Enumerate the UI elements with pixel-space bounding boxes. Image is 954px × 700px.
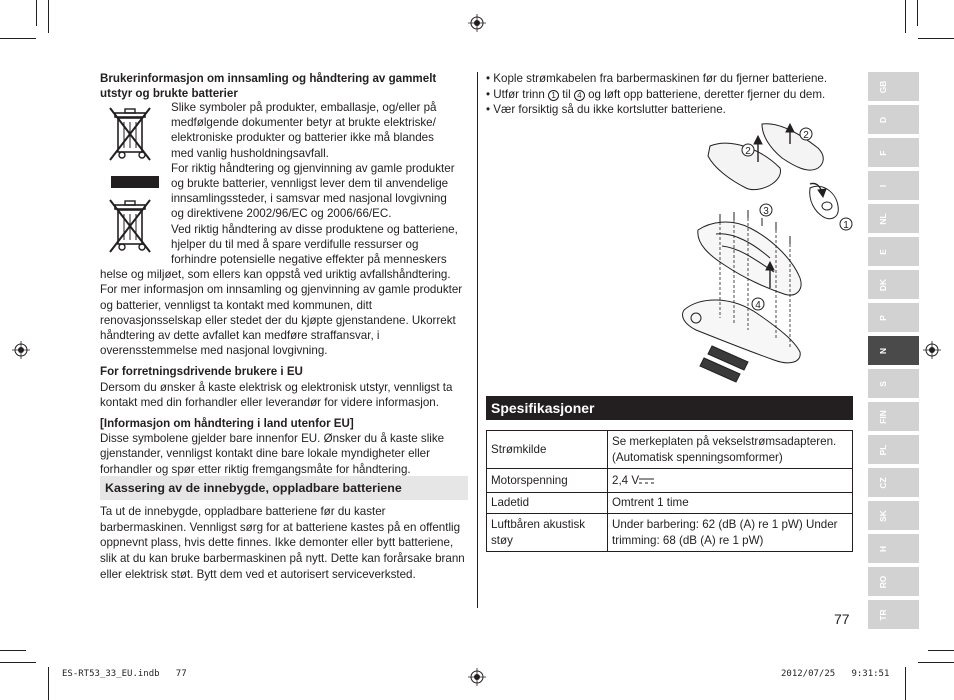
bullet-short-circuit: • Vær forsiktig så du ikke kortslutter batteriene. [486, 103, 726, 116]
registration-mark-icon [923, 341, 941, 359]
spec-label: Strømkilde [487, 431, 608, 469]
text-line: og direktivene 2002/96/EC og 2006/66/EC. [171, 207, 392, 221]
tab-label: SK [878, 509, 888, 522]
spec-value: Omtrent 1 time [608, 493, 853, 514]
text-line: elektroniske produkter og batterier ikke må blandes [171, 131, 434, 145]
table-row [487, 493, 853, 514]
tab-dk[interactable] [868, 270, 919, 299]
table-row [487, 431, 853, 469]
footer-file: ES-RT53_33_EU.indb 77 [62, 669, 187, 679]
tab-p[interactable] [868, 303, 919, 332]
tab-i[interactable] [868, 171, 919, 200]
bullet-unplug: • Kople strømkabelen fra barbermaskinen før du fjerner batteriene. [486, 72, 828, 85]
tab-label: S [878, 380, 888, 387]
spec-value: Under barbering: 62 (dB (A) re 1 pW) Under trimming: 68 (dB (A) re 1 pW) [608, 514, 853, 552]
table-row [487, 514, 853, 552]
spec-title: Spesifikasjoner [486, 396, 853, 420]
step-number-icon: 1 [548, 90, 559, 101]
tab-e[interactable] [868, 237, 919, 266]
disposal-paragraph: helse og miljøet, som ellers kan oppstå ved uriktig avfallshåndtering. For mer informasjon om innsamling og gjenvinning av gamle produkter og batterier, vennligst ta kontakt med kommunen, ditt renovasjonsselskap eller stedet der du kjøpte gjenstandene. Ukorrekt håndtering av dette avfallet kan medføre straffansvar, i overensstemmelse med nasjonal lovgivning. [100, 268, 463, 358]
bullet-steps [486, 87, 856, 103]
column-divider [477, 72, 478, 608]
battery-paragraph: Ta ut de innebygde, oppladbare batteriene før du kaster barbermaskinen. Vennligst sørg for at batteriene kastes på en offentlig oppnevnt plass, hvis dette finnes. Ikke demonter eller bytt batteriene, slik at du kan bruke barbermaskinen på nytt. Dette kan forårsake brann eller elektrisk støt. Bytt dem ved et autorisert serviceverksted. [100, 505, 465, 581]
tab-s[interactable] [868, 369, 919, 398]
text-line: forhindre potensielle negative effekter på menneskers [171, 253, 447, 267]
step-label: 1 [843, 220, 849, 231]
text-line: medfølgende dokumenter betyr at brukte elektriske/ [171, 116, 436, 130]
dc-symbol-icon [639, 477, 654, 485]
tab-label: I [878, 184, 888, 187]
crop-mark [36, 0, 37, 26]
step-label: 2 [803, 130, 809, 141]
crop-mark [928, 650, 954, 651]
tab-label: DK [878, 278, 888, 291]
step-label: 3 [763, 206, 769, 217]
tab-sk[interactable] [868, 501, 919, 530]
tab-label: E [878, 248, 888, 255]
text-line: med vanlig husholdningsavfall. [171, 146, 329, 160]
eu-business-heading: For forretningsdrivende brukere i EU [100, 365, 303, 379]
crop-mark [0, 38, 36, 39]
tab-gb[interactable] [868, 72, 919, 101]
step-label: 2 [745, 146, 751, 157]
step-number-icon: 4 [574, 90, 585, 101]
tab-f[interactable] [868, 138, 919, 167]
disposal-heading: Brukerinformasjon om innsamling og håndtering av gammelt utstyr og brukte batterier [100, 72, 437, 101]
disposal-text-wrapped [100, 100, 468, 483]
text-line: Slike symboler på produkter, emballasje, og/eller på [171, 101, 437, 114]
footer-datetime: 2012/07/25 9:31:51 [781, 669, 890, 679]
tab-label: NL [878, 212, 888, 225]
step-label: 4 [755, 300, 761, 311]
tab-label: P [878, 314, 888, 321]
tab-h[interactable] [868, 534, 919, 563]
page-number: 77 [834, 611, 850, 627]
crop-mark [48, 667, 49, 700]
tab-label: H [878, 545, 888, 552]
crop-mark [0, 650, 26, 651]
registration-mark-icon [12, 341, 30, 359]
non-eu-heading: [Informasjon om håndtering i land utenfor EU] [100, 417, 354, 431]
tab-label: RO [878, 575, 888, 588]
bullet-steps-b: til [559, 87, 574, 101]
tab-tr[interactable] [868, 600, 919, 629]
tab-label: PL [878, 444, 888, 455]
crop-mark [48, 0, 49, 33]
table-row [487, 469, 853, 493]
spec-table [486, 430, 853, 552]
spec-value: Se merkeplaten på vekselstrømsadapteren. (Automatisk spenningsomformer) [608, 431, 853, 469]
registration-mark-icon [468, 14, 486, 32]
crop-mark [918, 38, 954, 39]
tab-nl[interactable] [868, 204, 919, 233]
tab-label: GB [878, 80, 888, 93]
tab-label: F [878, 149, 888, 156]
tab-n[interactable] [868, 336, 919, 365]
crop-mark [905, 667, 906, 700]
tab-fin[interactable] [868, 402, 919, 431]
spec-label: Motorspenning [487, 469, 608, 493]
spec-value-cell [608, 469, 853, 493]
crop-mark [0, 662, 36, 663]
crop-mark [905, 0, 906, 33]
crop-mark [917, 0, 918, 26]
tab-ro[interactable] [868, 567, 919, 596]
tab-label: CZ [878, 476, 888, 489]
registration-mark-icon [468, 668, 486, 686]
text-line: For riktig håndtering og gjenvinning av gamle produkter [171, 161, 455, 175]
battery-section-title: Kassering av de innebygde, oppladbare batteriene [100, 476, 468, 500]
tab-label: N [878, 347, 888, 354]
non-eu-paragraph: Disse symbolene gjelder bare innenfor EU. Ønsker du å kaste slike gjenstander, vennligst kontakt dine bare lokale myndigheter eller forhandler og spør etter riktig fremgangsmåte for håndtering. [100, 432, 445, 476]
tab-label: D [878, 116, 888, 123]
text-line: Ved riktig håndtering av disse produktene og batteriene, [171, 222, 458, 236]
bullet-steps-a: • Utfør trinn [486, 87, 549, 101]
tab-d[interactable] [868, 105, 919, 134]
tab-label: FIN [878, 409, 888, 424]
bullet-steps-c: og løft opp batteriene, deretter fjerner du dem. [584, 87, 826, 101]
eu-business-paragraph: Dersom du ønsker å kaste elektrisk og elektronisk utstyr, vennligst ta kontakt med din forhandler eller leverandør for videre informasjon. [100, 380, 453, 409]
tab-label: TR [878, 608, 888, 621]
tab-cz[interactable] [868, 468, 919, 497]
battery-instructions [486, 71, 856, 118]
crop-mark [918, 662, 954, 663]
spec-value: 2,4 V [612, 473, 640, 487]
tab-pl[interactable] [868, 435, 919, 464]
text-line: innsamlingssteder, i samsvar med nasjonal lovgivning [171, 192, 447, 206]
shaver-disassembly-illustration [670, 118, 860, 388]
spec-label: Luftbåren akustisk støy [487, 514, 608, 552]
spec-label: Ladetid [487, 493, 608, 514]
text-line: hjelper du til med å spare verdifulle ressurser og [171, 237, 419, 251]
text-line: og brukte batterier, vennligst lever dem til anvendelige [171, 177, 449, 191]
